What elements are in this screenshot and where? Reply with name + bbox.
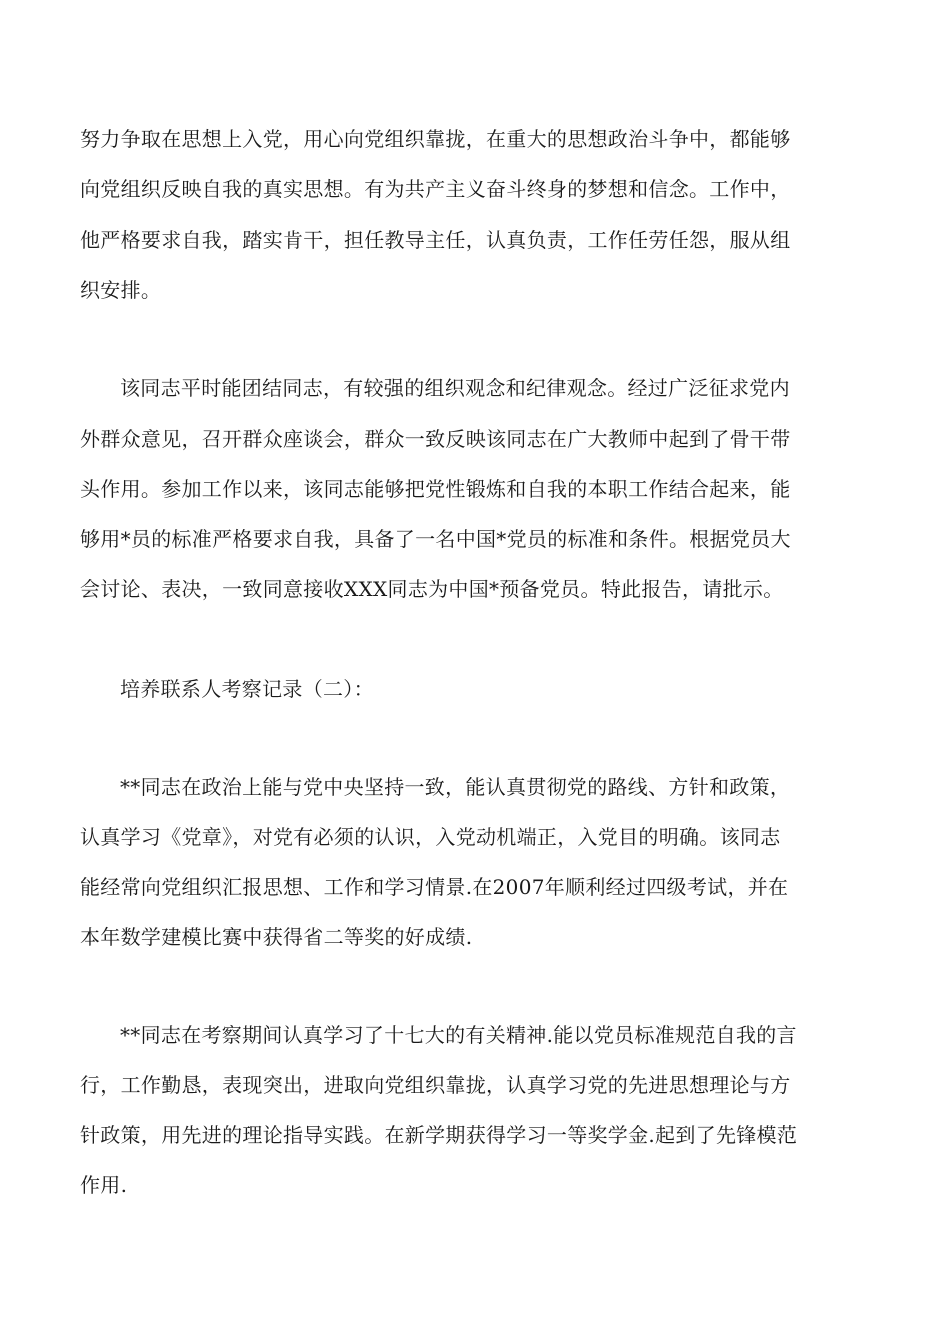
section-heading: 培养联系人考察记录（二）： [120, 677, 374, 701]
paragraph-2-line-2: 外群众意见，召开群众座谈会，群众一致反映该同志在广大教师中起到了骨干带 [80, 427, 791, 451]
paragraph-1-line-2: 向党组织反映自我的真实思想。有为共产主义奋斗终身的梦想和信念。工作中， [80, 177, 791, 201]
paragraph-3-line-3: 能经常向党组织汇报思想、工作和学习情景.在2007年顺利经过四级考试，并在 [80, 875, 789, 899]
paragraph-3-line-1: **同志在政治上能与党中央坚持一致，能认真贯彻党的路线、方针和政策， [120, 775, 791, 799]
paragraph-1-line-3: 他严格要求自我，踏实肯干，担任教导主任，认真负责，工作任劳任怨，服从组 [80, 228, 791, 252]
paragraph-4-line-2: 行，工作勤恳，表现突出，进取向党组织靠拢，认真学习党的先进思想理论与方 [80, 1073, 791, 1097]
paragraph-4-line-4: 作用. [80, 1173, 128, 1197]
paragraph-3-line-2: 认真学习《党章》，对党有必须的认识，入党动机端正，入党目的明确。该同志 [80, 825, 781, 849]
paragraph-3-line-4: 本年数学建模比赛中获得省二等奖的好成绩. [80, 925, 473, 949]
paragraph-1-line-1: 努力争取在思想上入党，用心向党组织靠拢，在重大的思想政治斗争中，都能够 [80, 127, 791, 151]
paragraph-1-line-4: 织安排。 [80, 278, 162, 302]
paragraph-2-line-4: 够用*员的标准严格要求自我，具备了一名中国*党员的标准和条件。根据党员大 [80, 527, 791, 551]
paragraph-2-line-1: 该同志平时能团结同志，有较强的组织观念和纪律观念。经过广泛征求党内 [120, 376, 790, 400]
paragraph-4-line-3: 针政策，用先进的理论指导实践。在新学期获得学习一等奖学金.起到了先锋模范 [80, 1123, 798, 1147]
paragraph-4-line-1: **同志在考察期间认真学习了十七大的有关精神.能以党员标准规范自我的言 [120, 1023, 797, 1047]
paragraph-2-line-3: 头作用。参加工作以来，该同志能够把党性锻炼和自我的本职工作结合起来，能 [80, 477, 791, 501]
paragraph-2-line-5: 会讨论、表决，一致同意接收XXX同志为中国*预备党员。特此报告，请批示。 [80, 577, 784, 601]
